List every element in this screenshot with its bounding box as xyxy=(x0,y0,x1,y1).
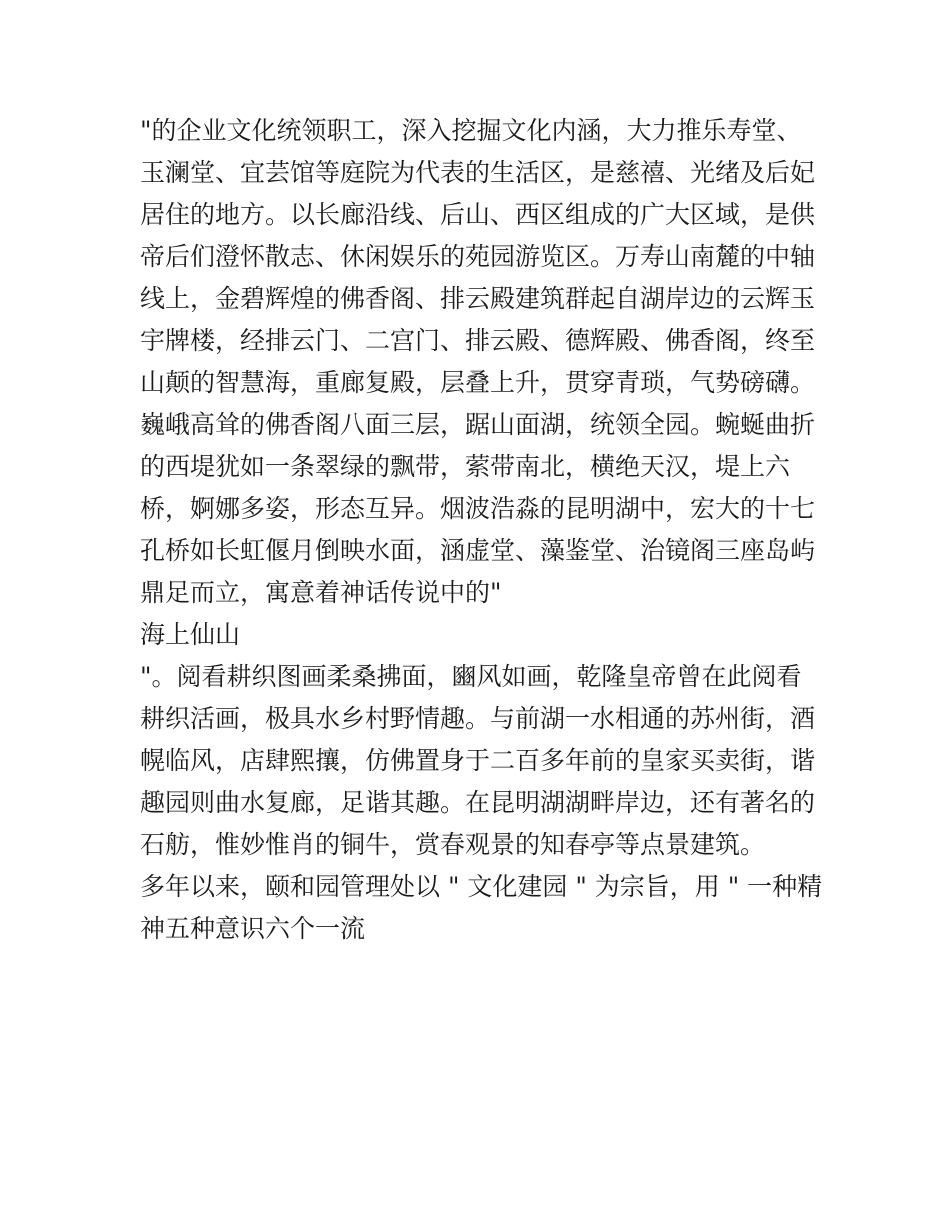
document-body xyxy=(140,110,823,950)
text-line: 宇牌楼，经排云门、二宫门、排云殿、德辉殿、佛香阁，终至 xyxy=(140,326,816,355)
text-line: 趣园则曲水复廊，足谐其趣。在昆明湖湖畔岸边，还有著名的 xyxy=(140,788,816,817)
text-line: "。阅看耕织图画柔桑拂面，豳风如画，乾隆皇帝曾在此阅看 xyxy=(140,662,802,691)
text-line: 居住的地方。以长廊沿线、后山、西区组成的广大区域，是供 xyxy=(140,200,816,229)
text-line: 帝后们澄怀散志、休闲娱乐的苑园游览区。万寿山南麓的中轴 xyxy=(140,242,816,271)
text-line: 线上，金碧辉煌的佛香阁、排云殿建筑群起自湖岸边的云辉玉 xyxy=(140,284,816,313)
text-line: "的企业文化统领职工，深入挖掘文化内涵，大力推乐寿堂、 xyxy=(140,116,802,145)
text-line: 桥，婀娜多姿，形态互异。烟波浩淼的昆明湖中，宏大的十七 xyxy=(140,494,816,523)
text-line: 幌临风，店肆熙攘，仿佛置身于二百多年前的皇家买卖街，谐 xyxy=(140,746,816,775)
paragraph xyxy=(140,656,820,866)
paragraph xyxy=(140,110,820,614)
text-line: 巍峨高耸的佛香阁八面三层，踞山面湖，统领全园。蜿蜒曲折 xyxy=(140,410,816,439)
text-line: 孔桥如长虹偃月倒映水面，涵虚堂、藻鉴堂、治镜阁三座岛屿 xyxy=(140,536,816,565)
text-line: 海上仙山 xyxy=(140,620,241,649)
text-line: 石舫，惟妙惟肖的铜牛，赏春观景的知春亭等点景建筑。 xyxy=(140,830,766,859)
text-line: 鼎足而立，寓意着神话传说中的" xyxy=(140,578,502,607)
text-line: 玉澜堂、宜芸馆等庭院为代表的生活区，是慈禧、光绪及后妃 xyxy=(140,158,816,187)
text-line: 多年以来，颐和园管理处以 " 文化建园 " 为宗旨，用 " 一种精 xyxy=(140,872,823,901)
paragraph xyxy=(140,866,823,950)
text-line: 的西堤犹如一条翠绿的飘带，萦带南北，横绝天汉，堤上六 xyxy=(140,452,791,481)
paragraph xyxy=(140,614,820,656)
text-line: 耕织活画，极具水乡村野情趣。与前湖一水相通的苏州街，酒 xyxy=(140,704,816,733)
document-page xyxy=(140,110,823,950)
text-line: 神五种意识六个一流 xyxy=(140,914,366,943)
text-line: 山颠的智慧海，重廊复殿，层叠上升，贯穿青琐，气势磅礴。 xyxy=(140,368,816,397)
